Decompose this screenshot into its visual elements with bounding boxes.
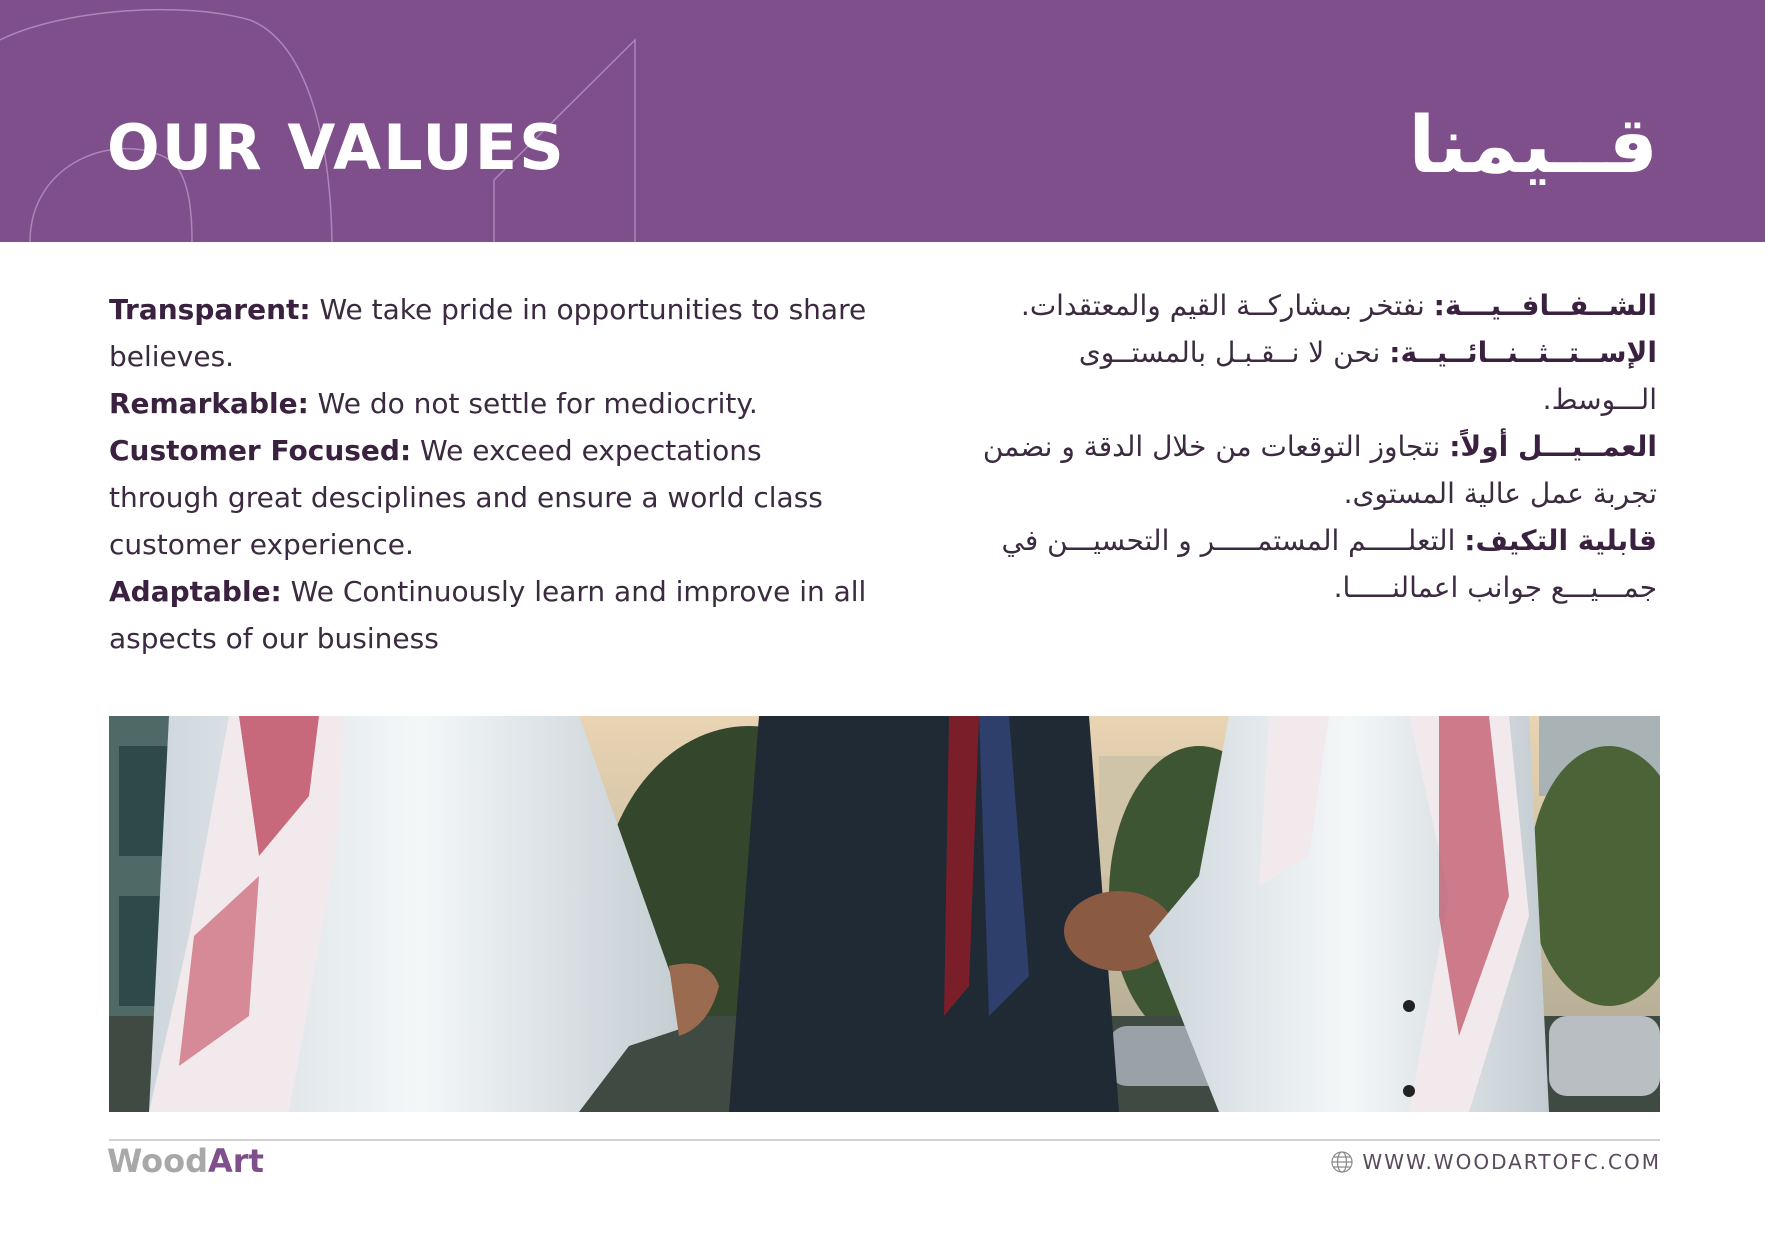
values-arabic — [970, 282, 1657, 611]
value-text: We exceed expectations through great desciplines and ensure a world class customer experience. — [109, 434, 823, 561]
value-item — [109, 286, 869, 380]
value-text: نفتخر بمشاركــة القيم والمعتقدات. — [1020, 289, 1434, 322]
value-term: الشــفــافــيـــة: — [1433, 289, 1657, 322]
globe-icon — [1330, 1150, 1354, 1174]
value-term: Transparent: — [109, 293, 311, 326]
value-text: We do not settle for mediocrity. — [308, 387, 758, 420]
value-term: Adaptable: — [109, 575, 282, 608]
value-item — [970, 329, 1657, 423]
value-term: Remarkable: — [109, 387, 309, 420]
value-item — [970, 517, 1657, 611]
value-term: قابلية التكيف: — [1464, 524, 1657, 557]
value-text: نحن لا نــقـبـل بالمستــوى الـــوسط. — [1078, 336, 1657, 416]
value-term: العمــيـــل أولاً: — [1449, 430, 1657, 463]
value-text: We Continuously learn and improve in all aspects of our business — [109, 575, 867, 655]
value-item — [109, 380, 869, 427]
value-item — [970, 423, 1657, 517]
website-url: WWW.WOODARTOFC.COM — [1362, 1150, 1661, 1174]
value-item — [109, 427, 869, 568]
value-term: Customer Focused: — [109, 434, 412, 467]
header-banner — [0, 0, 1765, 242]
website-link[interactable] — [1330, 1148, 1661, 1176]
value-item — [109, 568, 869, 662]
photo-illustration — [109, 716, 1660, 1112]
value-text: التعلـــــم المستمـــــر و التحسيـــن في جمـــيـــع جوانب اعمالنـــــا. — [1001, 524, 1657, 604]
value-term: الإســتــثــنــائــيــة: — [1389, 336, 1657, 369]
brand-logo: WoodArt — [107, 1142, 264, 1180]
value-text: نتجاوز التوقعات من خلال الدقة و نضمن تجربة عمل عالية المستوى. — [982, 430, 1657, 510]
values-english — [109, 286, 869, 662]
page-title-arabic: قــيمنا — [1408, 101, 1658, 191]
value-text: We take pride in opportunities to share believes. — [109, 293, 867, 373]
footer-divider — [109, 1139, 1660, 1141]
handshake-photo — [109, 716, 1660, 1112]
value-item — [970, 282, 1657, 329]
page-title-english: OUR VALUES — [107, 111, 566, 184]
